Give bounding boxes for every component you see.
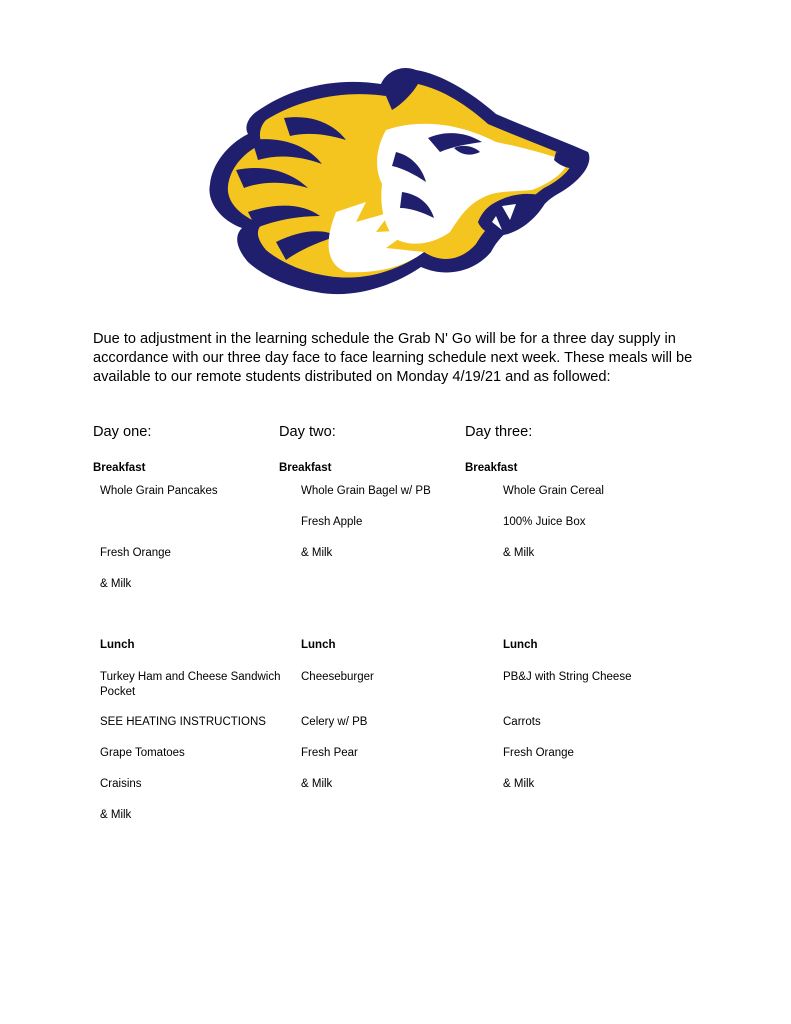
tiger-logo-icon: [196, 52, 596, 302]
day-two-lunch-item: Cheeseburger: [301, 671, 374, 683]
day-two-lunch-item: & Milk: [301, 778, 333, 790]
day-three-lunch-item: PB&J with String Cheese: [503, 671, 632, 683]
day-one-breakfast-label: Breakfast: [93, 462, 146, 474]
day-three-lunch-item: Carrots: [503, 716, 541, 728]
day-one-lunch-label: Lunch: [100, 639, 135, 651]
day-two-lunch-item: Celery w/ PB: [301, 716, 368, 728]
day-one-lunch-item: Turkey Ham and Cheese Sandwich Pocket: [100, 671, 281, 698]
day-one-lunch-item: Craisins: [100, 778, 142, 790]
day-two-heading: Day two:: [279, 424, 336, 440]
day-three-breakfast-label: Breakfast: [465, 462, 518, 474]
day-three-breakfast-item: 100% Juice Box: [503, 516, 586, 528]
day-three-heading: Day three:: [465, 424, 533, 440]
day-one-lunch-item: Grape Tomatoes: [100, 747, 185, 759]
day-one-breakfast-item: Whole Grain Pancakes: [100, 485, 218, 497]
day-two-breakfast-item: & Milk: [301, 547, 333, 559]
day-three-breakfast-item: & Milk: [503, 547, 535, 559]
day-two-breakfast-item: Fresh Apple: [301, 516, 363, 528]
day-two-breakfast-item: Whole Grain Bagel w/ PB: [301, 485, 431, 497]
day-three-lunch-item: & Milk: [503, 778, 535, 790]
day-two-lunch-label: Lunch: [301, 639, 336, 651]
day-one-breakfast-item: Fresh Orange: [100, 547, 171, 559]
day-one-lunch-item: & Milk: [100, 809, 132, 821]
day-one-heading: Day one:: [93, 424, 152, 440]
day-three-lunch-item: Fresh Orange: [503, 747, 574, 759]
intro-paragraph: Due to adjustment in the learning schedule the Grab N' Go will be for a three day supply in accordance with our three day face to face learning schedule next week. These meals will be available to our remote students distributed on Monday 4/19/21 and as followed:: [93, 331, 693, 385]
day-one-breakfast-item: & Milk: [100, 578, 132, 590]
day-three-lunch-label: Lunch: [503, 639, 538, 651]
day-three-breakfast-item: Whole Grain Cereal: [503, 485, 604, 497]
day-one-lunch-item: SEE HEATING INSTRUCTIONS: [100, 716, 266, 728]
day-two-breakfast-label: Breakfast: [279, 462, 332, 474]
day-two-lunch-item: Fresh Pear: [301, 747, 358, 759]
